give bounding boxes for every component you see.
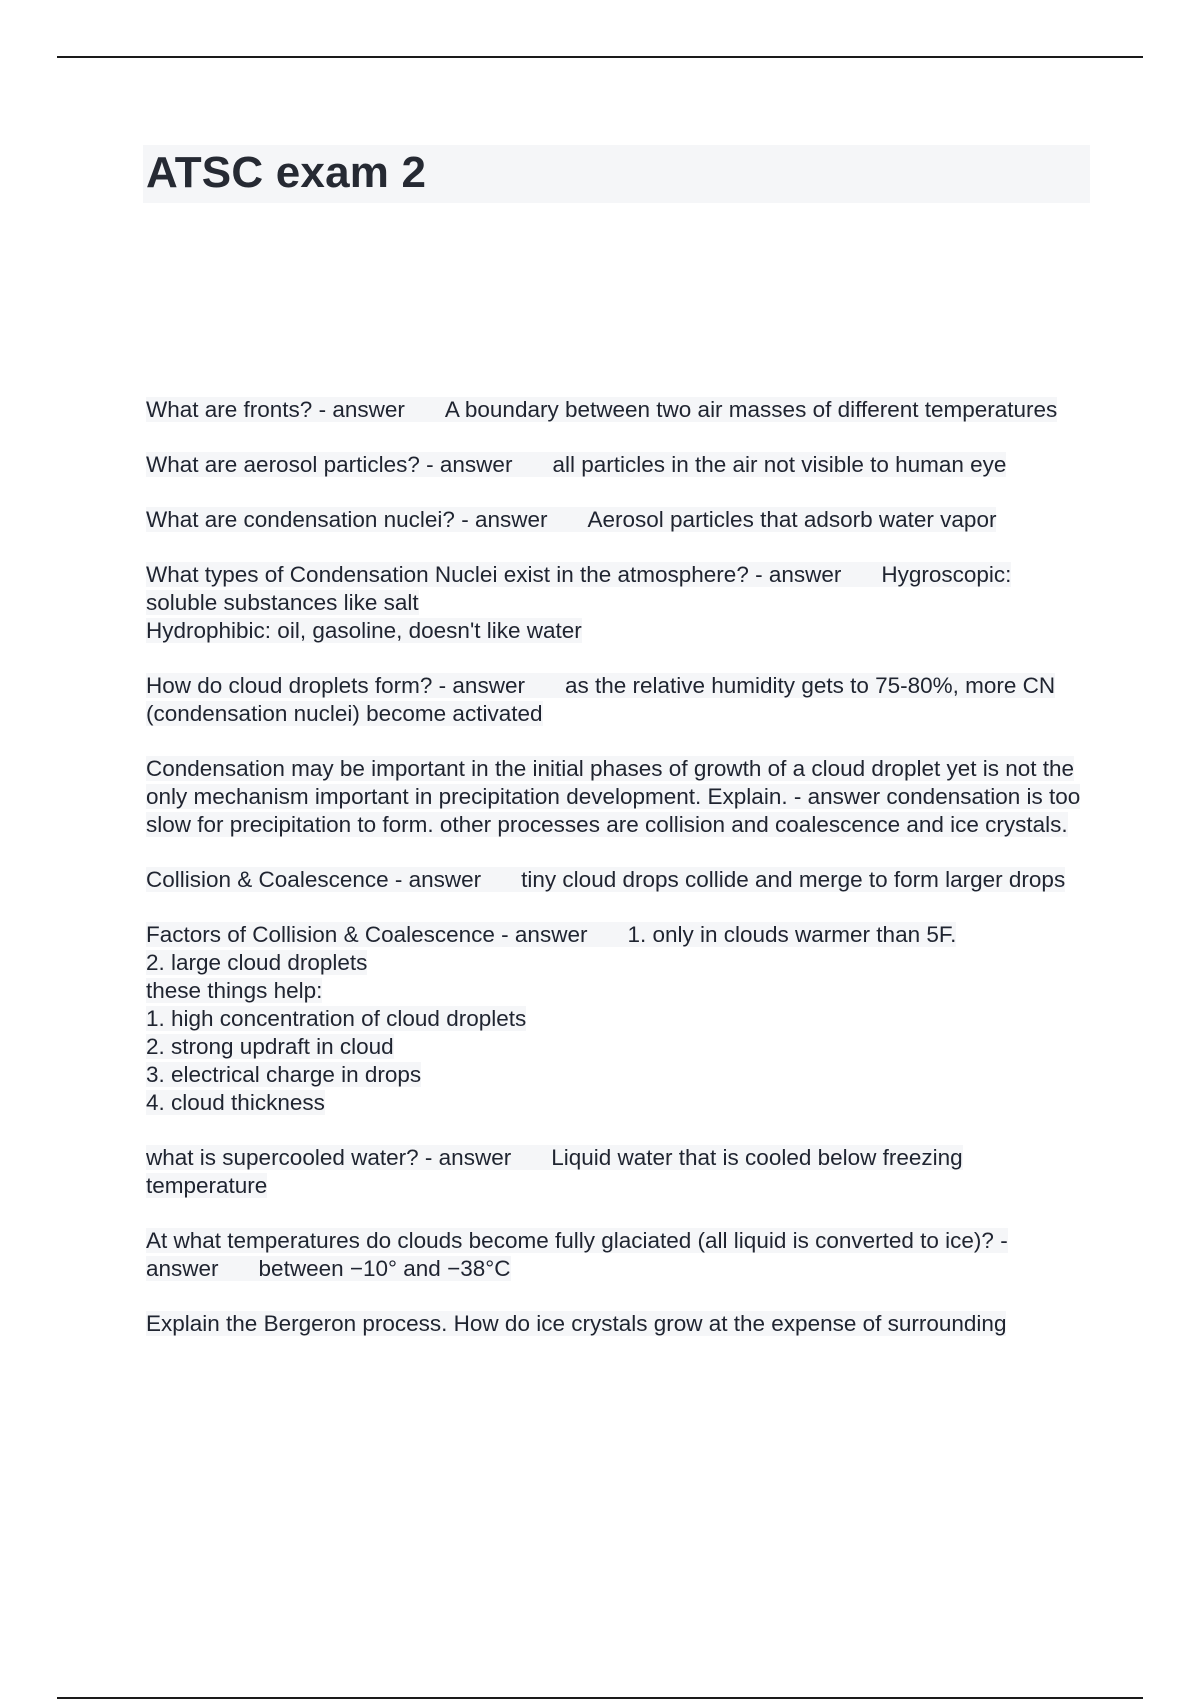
answer-text: A boundary between two air masses of different temperatures: [444, 397, 1058, 422]
qa-item: [146, 866, 1086, 894]
answer-extra-line: these things help:: [146, 978, 323, 1003]
answer-label: - answer: [461, 507, 548, 532]
question-text: At what temperatures do clouds become fully glaciated (all liquid is converted to ice)?: [146, 1228, 994, 1253]
bottom-rule: [57, 1697, 1143, 1699]
qa-list: [146, 396, 1086, 1365]
answer-extra-line: 2. large cloud droplets: [146, 950, 368, 975]
answer-text: as the relative humidity gets to 75-80%, more CN (condensation nuclei) become activated: [146, 673, 1056, 726]
answer-label: - answer: [438, 673, 525, 698]
question-text: Factors of Collision & Coalescence: [146, 922, 495, 947]
question-text: Condensation may be important in the initial phases of growth of a cloud droplet yet is not the only mechanism important in precipitation development. Explain.: [146, 756, 1075, 809]
page-title: ATSC exam 2: [146, 148, 427, 197]
answer-label: - answer: [394, 867, 482, 892]
qa-item: [146, 451, 1086, 479]
answer-text: Hygroscopic: soluble substances like salt: [146, 562, 1012, 615]
answer-label: - answer: [424, 1145, 512, 1170]
answer-text: between −10° and −38°C: [258, 1256, 511, 1281]
qa-item: [146, 755, 1086, 839]
answer-extra-line: 2. strong updraft in cloud: [146, 1034, 394, 1059]
qa-item: [146, 396, 1086, 424]
qa-item: [146, 506, 1086, 534]
qa-item: [146, 1227, 1086, 1283]
qa-item: [146, 921, 1086, 1117]
question-text: How do cloud droplets form?: [146, 673, 433, 698]
answer-extra-line: 1. high concentration of cloud droplets: [146, 1006, 527, 1031]
answer-text: all particles in the air not visible to human eye: [552, 452, 1007, 477]
answer-text: 1. only in clouds warmer than 5F.: [627, 922, 957, 947]
answer-extra-line: 4. cloud thickness: [146, 1090, 325, 1115]
question-text: What are fronts?: [146, 397, 313, 422]
top-rule: [57, 56, 1143, 58]
answer-text: condensation is too slow for precipitation to form. other processes are collision and coalescence and ice crystals.: [146, 784, 1081, 837]
answer-label: - answer: [318, 397, 405, 422]
qa-item: [146, 561, 1086, 645]
question-text: What are condensation nuclei?: [146, 507, 455, 532]
qa-item: [146, 672, 1086, 728]
answer-extra-line: 3. electrical charge in drops: [146, 1062, 422, 1087]
question-text: Collision & Coalescence: [146, 867, 389, 892]
answer-label: - answer: [426, 452, 513, 477]
qa-item: [146, 1310, 1086, 1338]
answer-text: tiny cloud drops collide and merge to form larger drops: [521, 867, 1066, 892]
question-text: What are aerosol particles?: [146, 452, 420, 477]
answer-label: - answer: [501, 922, 588, 947]
answer-label: - answer: [146, 1228, 1008, 1281]
answer-text: Aerosol particles that adsorb water vapor: [587, 507, 997, 532]
answer-label: - answer: [793, 784, 881, 809]
question-text: Explain the Bergeron process. How do ice crystals grow at the expense of surrounding: [146, 1311, 1007, 1336]
question-text: what is supercooled water?: [146, 1145, 419, 1170]
question-text: What types of Condensation Nuclei exist in the atmosphere?: [146, 562, 749, 587]
answer-text: Liquid water that is cooled below freezing temperature: [146, 1145, 963, 1198]
answer-label: - answer: [755, 562, 842, 587]
qa-item: [146, 1144, 1086, 1200]
answer-extra-line: Hydrophibic: oil, gasoline, doesn't like water: [146, 618, 582, 643]
